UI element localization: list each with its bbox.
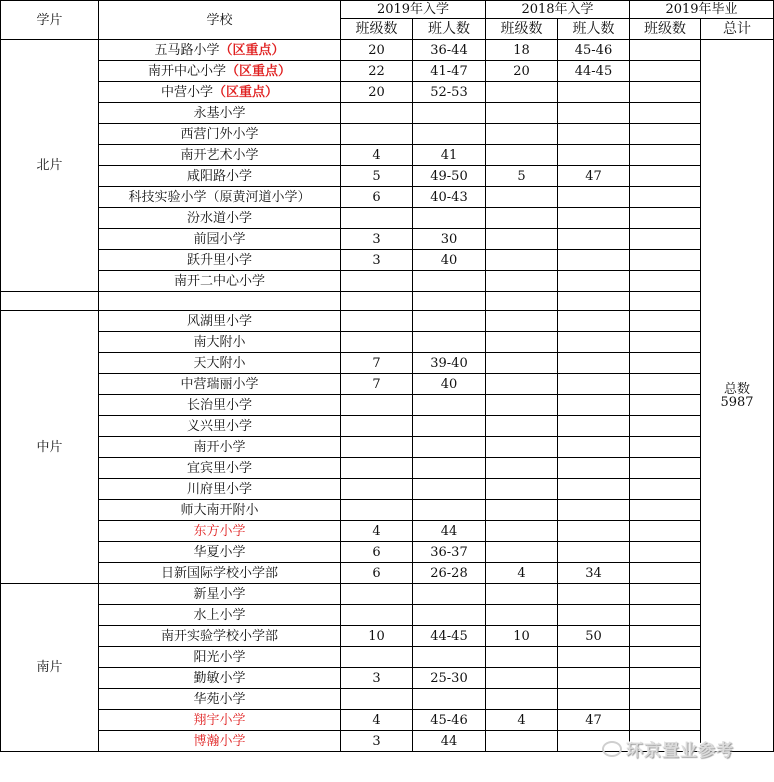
table-row bbox=[1, 332, 774, 353]
table-row bbox=[1, 187, 774, 208]
value-cell-s2019: 25-30 bbox=[413, 668, 486, 689]
value-cell-c2018 bbox=[486, 332, 558, 353]
value-cell-c2019g bbox=[630, 145, 701, 166]
value-cell-c2019: 3 bbox=[341, 229, 413, 250]
header-2018-class-size: 班人数 bbox=[558, 19, 630, 40]
value-cell-s2018 bbox=[558, 208, 630, 229]
school-name-cell bbox=[99, 61, 341, 82]
value-cell-s2018 bbox=[558, 395, 630, 416]
empty-cell bbox=[413, 292, 486, 311]
value-cell-c2019 bbox=[341, 647, 413, 668]
empty-cell bbox=[99, 292, 341, 311]
value-cell-c2018 bbox=[486, 374, 558, 395]
value-cell-c2019 bbox=[341, 479, 413, 500]
region-cell: 中片 bbox=[1, 311, 99, 584]
school-name: 五马路小学 bbox=[154, 42, 220, 58]
value-cell-s2018: 45-46 bbox=[558, 40, 630, 61]
value-cell-c2018 bbox=[486, 479, 558, 500]
school-name: 科技实验小学（原黄河道小学） bbox=[128, 189, 311, 205]
school-name: 前园小学 bbox=[193, 231, 246, 247]
value-cell-c2018 bbox=[486, 731, 558, 752]
value-cell-c2018 bbox=[486, 668, 558, 689]
value-cell-s2019 bbox=[413, 271, 486, 292]
value-cell-s2018 bbox=[558, 332, 630, 353]
school-name-cell bbox=[99, 145, 341, 166]
table-row bbox=[1, 668, 774, 689]
value-cell-c2019 bbox=[341, 689, 413, 710]
school-name-cell bbox=[99, 271, 341, 292]
value-cell-c2018 bbox=[486, 82, 558, 103]
school-name-cell bbox=[99, 395, 341, 416]
value-cell-s2019 bbox=[413, 332, 486, 353]
school-name-cell bbox=[99, 103, 341, 124]
value-cell-s2018 bbox=[558, 374, 630, 395]
value-cell-c2018 bbox=[486, 395, 558, 416]
table-row bbox=[1, 353, 774, 374]
table-row bbox=[1, 458, 774, 479]
school-name: 南开二中心小学 bbox=[173, 273, 265, 289]
table-row bbox=[1, 271, 774, 292]
school-name: 咸阳路小学 bbox=[186, 168, 252, 184]
empty-cell bbox=[341, 292, 413, 311]
table-row bbox=[1, 479, 774, 500]
table-row bbox=[1, 647, 774, 668]
value-cell-c2018 bbox=[486, 103, 558, 124]
school-name-cell bbox=[99, 229, 341, 250]
table-row bbox=[1, 40, 774, 61]
value-cell-s2019 bbox=[413, 458, 486, 479]
separator-row bbox=[1, 292, 774, 311]
school-name: 风湖里小学 bbox=[186, 313, 252, 329]
value-cell-c2018: 4 bbox=[486, 563, 558, 584]
value-cell-c2019g bbox=[630, 542, 701, 563]
school-name-cell bbox=[99, 166, 341, 187]
table-row bbox=[1, 500, 774, 521]
value-cell-c2019: 7 bbox=[341, 374, 413, 395]
value-cell-s2019: 39-40 bbox=[413, 353, 486, 374]
value-cell-s2018: 47 bbox=[558, 166, 630, 187]
value-cell-s2018: 34 bbox=[558, 563, 630, 584]
value-cell-c2019: 7 bbox=[341, 353, 413, 374]
school-name-cell bbox=[99, 605, 341, 626]
key-school-tag: （区重点） bbox=[213, 84, 279, 100]
school-name-cell bbox=[99, 353, 341, 374]
school-name: 博瀚小学 bbox=[193, 733, 246, 749]
school-name-cell bbox=[99, 563, 341, 584]
value-cell-s2019: 40-43 bbox=[413, 187, 486, 208]
value-cell-s2018 bbox=[558, 458, 630, 479]
value-cell-s2018 bbox=[558, 647, 630, 668]
school-name: 中营小学 bbox=[160, 84, 213, 100]
school-name-cell bbox=[99, 124, 341, 145]
school-name-cell bbox=[99, 731, 341, 752]
value-cell-c2019g bbox=[630, 395, 701, 416]
value-cell-c2019 bbox=[341, 271, 413, 292]
header-2018-classes: 班级数 bbox=[486, 19, 558, 40]
value-cell-s2018: 50 bbox=[558, 626, 630, 647]
table-row bbox=[1, 82, 774, 103]
table-row bbox=[1, 710, 774, 731]
value-cell-s2019: 52-53 bbox=[413, 82, 486, 103]
value-cell-c2018: 10 bbox=[486, 626, 558, 647]
table-row bbox=[1, 584, 774, 605]
value-cell-c2019 bbox=[341, 437, 413, 458]
value-cell-s2019: 36-37 bbox=[413, 542, 486, 563]
school-name-cell bbox=[99, 311, 341, 332]
school-name-cell bbox=[99, 437, 341, 458]
table-row bbox=[1, 626, 774, 647]
value-cell-c2019: 4 bbox=[341, 521, 413, 542]
value-cell-c2018 bbox=[486, 229, 558, 250]
grand-total-cell bbox=[701, 40, 774, 752]
value-cell-s2018 bbox=[558, 605, 630, 626]
value-cell-s2018: 44-45 bbox=[558, 61, 630, 82]
value-cell-c2019g bbox=[630, 82, 701, 103]
value-cell-s2018 bbox=[558, 353, 630, 374]
table-row bbox=[1, 145, 774, 166]
value-cell-c2018 bbox=[486, 353, 558, 374]
value-cell-c2019g bbox=[630, 437, 701, 458]
value-cell-c2018 bbox=[486, 124, 558, 145]
value-cell-s2018 bbox=[558, 187, 630, 208]
school-name: 南开中心小学 bbox=[147, 63, 226, 79]
value-cell-c2019g bbox=[630, 40, 701, 61]
value-cell-c2018 bbox=[486, 271, 558, 292]
value-cell-c2018 bbox=[486, 311, 558, 332]
region-cell: 北片 bbox=[1, 40, 99, 292]
wechat-icon bbox=[602, 741, 622, 757]
value-cell-s2018 bbox=[558, 82, 630, 103]
header-2019-enrollment: 2019年入学 bbox=[341, 1, 486, 19]
school-name: 川府里小学 bbox=[186, 481, 252, 497]
value-cell-c2019: 3 bbox=[341, 250, 413, 271]
value-cell-c2018 bbox=[486, 500, 558, 521]
value-cell-s2019: 41-47 bbox=[413, 61, 486, 82]
school-name-cell bbox=[99, 626, 341, 647]
value-cell-c2019 bbox=[341, 311, 413, 332]
school-name: 华苑小学 bbox=[193, 691, 246, 707]
value-cell-s2018 bbox=[558, 250, 630, 271]
empty-cell bbox=[486, 292, 558, 311]
table-row bbox=[1, 311, 774, 332]
table-row bbox=[1, 563, 774, 584]
value-cell-c2019 bbox=[341, 395, 413, 416]
value-cell-c2019g bbox=[630, 689, 701, 710]
value-cell-s2019: 44-45 bbox=[413, 626, 486, 647]
table-row bbox=[1, 166, 774, 187]
value-cell-s2018 bbox=[558, 124, 630, 145]
school-name: 中营瑞丽小学 bbox=[180, 376, 259, 392]
value-cell-c2019: 6 bbox=[341, 187, 413, 208]
school-name-cell bbox=[99, 332, 341, 353]
value-cell-c2019g bbox=[630, 521, 701, 542]
value-cell-s2019 bbox=[413, 208, 486, 229]
school-name: 水上小学 bbox=[193, 607, 246, 623]
school-name: 南大附小 bbox=[193, 334, 246, 350]
value-cell-c2019: 3 bbox=[341, 668, 413, 689]
school-name-cell bbox=[99, 689, 341, 710]
value-cell-s2019: 44 bbox=[413, 521, 486, 542]
value-cell-s2018 bbox=[558, 542, 630, 563]
header-2019-graduation: 2019年毕业 bbox=[630, 1, 774, 19]
value-cell-s2019 bbox=[413, 584, 486, 605]
value-cell-s2018 bbox=[558, 229, 630, 250]
value-cell-s2018: 47 bbox=[558, 710, 630, 731]
value-cell-c2018: 4 bbox=[486, 710, 558, 731]
value-cell-s2019 bbox=[413, 311, 486, 332]
value-cell-s2019 bbox=[413, 479, 486, 500]
value-cell-s2019: 30 bbox=[413, 229, 486, 250]
watermark bbox=[602, 736, 734, 761]
table-row bbox=[1, 124, 774, 145]
table-row bbox=[1, 542, 774, 563]
school-name-cell bbox=[99, 458, 341, 479]
school-name: 南开艺术小学 bbox=[180, 147, 259, 163]
value-cell-c2019g bbox=[630, 353, 701, 374]
school-name: 师大南开附小 bbox=[180, 502, 259, 518]
value-cell-c2019g bbox=[630, 187, 701, 208]
school-name: 跃升里小学 bbox=[186, 252, 252, 268]
value-cell-c2019g bbox=[630, 458, 701, 479]
value-cell-s2019 bbox=[413, 395, 486, 416]
header-2018-enrollment: 2018年入学 bbox=[486, 1, 630, 19]
school-name-cell bbox=[99, 82, 341, 103]
watermark-text: 环京置业参考 bbox=[626, 741, 734, 761]
value-cell-c2018 bbox=[486, 416, 558, 437]
school-name-cell bbox=[99, 710, 341, 731]
value-cell-c2018 bbox=[486, 689, 558, 710]
value-cell-c2019g bbox=[630, 563, 701, 584]
school-name-cell bbox=[99, 500, 341, 521]
school-name: 新星小学 bbox=[193, 586, 246, 602]
value-cell-c2019: 6 bbox=[341, 563, 413, 584]
value-cell-c2019g bbox=[630, 479, 701, 500]
value-cell-c2019: 6 bbox=[341, 542, 413, 563]
value-cell-s2019 bbox=[413, 689, 486, 710]
value-cell-c2018 bbox=[486, 208, 558, 229]
value-cell-c2018 bbox=[486, 437, 558, 458]
value-cell-c2018 bbox=[486, 458, 558, 479]
school-name-cell bbox=[99, 542, 341, 563]
value-cell-s2019: 40 bbox=[413, 250, 486, 271]
value-cell-c2018 bbox=[486, 187, 558, 208]
value-cell-s2019 bbox=[413, 103, 486, 124]
value-cell-c2019: 4 bbox=[341, 710, 413, 731]
value-cell-s2019 bbox=[413, 605, 486, 626]
value-cell-c2018 bbox=[486, 145, 558, 166]
school-name: 南开小学 bbox=[193, 439, 246, 455]
school-name: 西营门外小学 bbox=[180, 126, 259, 142]
value-cell-c2019 bbox=[341, 208, 413, 229]
value-cell-s2018 bbox=[558, 145, 630, 166]
value-cell-c2019g bbox=[630, 166, 701, 187]
region-cell: 南片 bbox=[1, 584, 99, 752]
value-cell-c2018 bbox=[486, 542, 558, 563]
table-row bbox=[1, 374, 774, 395]
value-cell-c2018 bbox=[486, 521, 558, 542]
value-cell-c2019g bbox=[630, 668, 701, 689]
value-cell-c2019 bbox=[341, 458, 413, 479]
value-cell-s2019: 49-50 bbox=[413, 166, 486, 187]
value-cell-c2019g bbox=[630, 710, 701, 731]
key-school-tag: （区重点） bbox=[219, 42, 285, 58]
school-name-cell bbox=[99, 416, 341, 437]
school-name-cell bbox=[99, 479, 341, 500]
value-cell-c2019g bbox=[630, 208, 701, 229]
value-cell-c2019g bbox=[630, 103, 701, 124]
value-cell-s2018 bbox=[558, 311, 630, 332]
table-row bbox=[1, 103, 774, 124]
value-cell-c2019: 3 bbox=[341, 731, 413, 752]
school-name: 天大附小 bbox=[193, 355, 246, 371]
table-row bbox=[1, 437, 774, 458]
value-cell-c2019 bbox=[341, 605, 413, 626]
table-row bbox=[1, 61, 774, 82]
value-cell-c2019: 20 bbox=[341, 82, 413, 103]
value-cell-c2019g bbox=[630, 311, 701, 332]
value-cell-c2018: 20 bbox=[486, 61, 558, 82]
value-cell-c2019g bbox=[630, 500, 701, 521]
value-cell-c2019 bbox=[341, 103, 413, 124]
value-cell-c2019: 10 bbox=[341, 626, 413, 647]
value-cell-c2019: 20 bbox=[341, 40, 413, 61]
value-cell-c2019g bbox=[630, 332, 701, 353]
value-cell-s2019 bbox=[413, 437, 486, 458]
value-cell-c2018: 18 bbox=[486, 40, 558, 61]
table-row bbox=[1, 605, 774, 626]
empty-cell bbox=[630, 292, 701, 311]
value-cell-s2018 bbox=[558, 103, 630, 124]
header-school: 学校 bbox=[99, 1, 341, 40]
value-cell-c2019: 4 bbox=[341, 145, 413, 166]
value-cell-c2019: 5 bbox=[341, 166, 413, 187]
school-name: 东方小学 bbox=[193, 523, 246, 539]
school-name-cell bbox=[99, 374, 341, 395]
table-row bbox=[1, 250, 774, 271]
header-2019-class-size: 班人数 bbox=[413, 19, 486, 40]
school-name: 华夏小学 bbox=[193, 544, 246, 560]
school-name-cell bbox=[99, 584, 341, 605]
grand-total-label: 总数 bbox=[723, 381, 750, 397]
value-cell-s2018 bbox=[558, 689, 630, 710]
table-row bbox=[1, 208, 774, 229]
table-row bbox=[1, 416, 774, 437]
value-cell-s2018 bbox=[558, 500, 630, 521]
value-cell-c2019g bbox=[630, 416, 701, 437]
school-name: 阳光小学 bbox=[193, 649, 246, 665]
school-name-cell bbox=[99, 250, 341, 271]
value-cell-s2019: 44 bbox=[413, 731, 486, 752]
value-cell-s2019: 40 bbox=[413, 374, 486, 395]
school-name-cell bbox=[99, 647, 341, 668]
value-cell-s2019 bbox=[413, 647, 486, 668]
value-cell-s2019: 26-28 bbox=[413, 563, 486, 584]
school-name: 勤敏小学 bbox=[193, 670, 246, 686]
value-cell-c2019g bbox=[630, 626, 701, 647]
grand-total-value: 5987 bbox=[720, 394, 754, 410]
value-cell-c2019g bbox=[630, 124, 701, 145]
school-name-cell bbox=[99, 521, 341, 542]
value-cell-c2019g bbox=[630, 605, 701, 626]
value-cell-c2019g bbox=[630, 374, 701, 395]
school-name: 长治里小学 bbox=[186, 397, 252, 413]
school-name-cell bbox=[99, 668, 341, 689]
school-name-cell bbox=[99, 40, 341, 61]
table-row bbox=[1, 521, 774, 542]
value-cell-c2019g bbox=[630, 584, 701, 605]
empty-cell bbox=[1, 292, 99, 311]
value-cell-c2019 bbox=[341, 332, 413, 353]
value-cell-c2019 bbox=[341, 584, 413, 605]
table-row bbox=[1, 229, 774, 250]
key-school-tag: （区重点） bbox=[226, 63, 292, 79]
value-cell-c2019g bbox=[630, 250, 701, 271]
value-cell-c2018 bbox=[486, 584, 558, 605]
value-cell-c2019: 22 bbox=[341, 61, 413, 82]
value-cell-c2019 bbox=[341, 500, 413, 521]
school-name: 永基小学 bbox=[193, 105, 246, 121]
school-name-cell bbox=[99, 187, 341, 208]
value-cell-c2019g bbox=[630, 647, 701, 668]
value-cell-c2019 bbox=[341, 124, 413, 145]
header-2019-grad-classes: 班级数 bbox=[630, 19, 701, 40]
value-cell-c2018: 5 bbox=[486, 166, 558, 187]
school-name: 日新国际学校小学部 bbox=[160, 565, 278, 581]
value-cell-s2019: 41 bbox=[413, 145, 486, 166]
value-cell-s2018 bbox=[558, 271, 630, 292]
school-name: 南开实验学校小学部 bbox=[160, 628, 278, 644]
table-row bbox=[1, 689, 774, 710]
value-cell-s2019 bbox=[413, 124, 486, 145]
value-cell-c2019g bbox=[630, 229, 701, 250]
value-cell-c2019 bbox=[341, 416, 413, 437]
value-cell-s2019: 36-44 bbox=[413, 40, 486, 61]
value-cell-c2019g bbox=[630, 61, 701, 82]
empty-cell bbox=[558, 292, 630, 311]
school-name: 义兴里小学 bbox=[186, 418, 252, 434]
value-cell-s2018 bbox=[558, 416, 630, 437]
value-cell-c2019g bbox=[630, 271, 701, 292]
value-cell-s2019 bbox=[413, 416, 486, 437]
value-cell-s2018 bbox=[558, 437, 630, 458]
value-cell-c2018 bbox=[486, 250, 558, 271]
school-name: 翔宇小学 bbox=[193, 712, 246, 728]
value-cell-s2019: 45-46 bbox=[413, 710, 486, 731]
value-cell-s2018 bbox=[558, 521, 630, 542]
header-2019-classes: 班级数 bbox=[341, 19, 413, 40]
header-total: 总计 bbox=[701, 19, 774, 40]
value-cell-s2018 bbox=[558, 668, 630, 689]
value-cell-c2018 bbox=[486, 605, 558, 626]
value-cell-s2018 bbox=[558, 479, 630, 500]
value-cell-s2019 bbox=[413, 500, 486, 521]
value-cell-s2018 bbox=[558, 584, 630, 605]
value-cell-c2018 bbox=[486, 647, 558, 668]
table-row bbox=[1, 395, 774, 416]
school-name: 汾水道小学 bbox=[186, 210, 252, 226]
school-name: 宜宾里小学 bbox=[186, 460, 252, 476]
header-region: 学片 bbox=[1, 1, 99, 40]
school-name-cell bbox=[99, 208, 341, 229]
